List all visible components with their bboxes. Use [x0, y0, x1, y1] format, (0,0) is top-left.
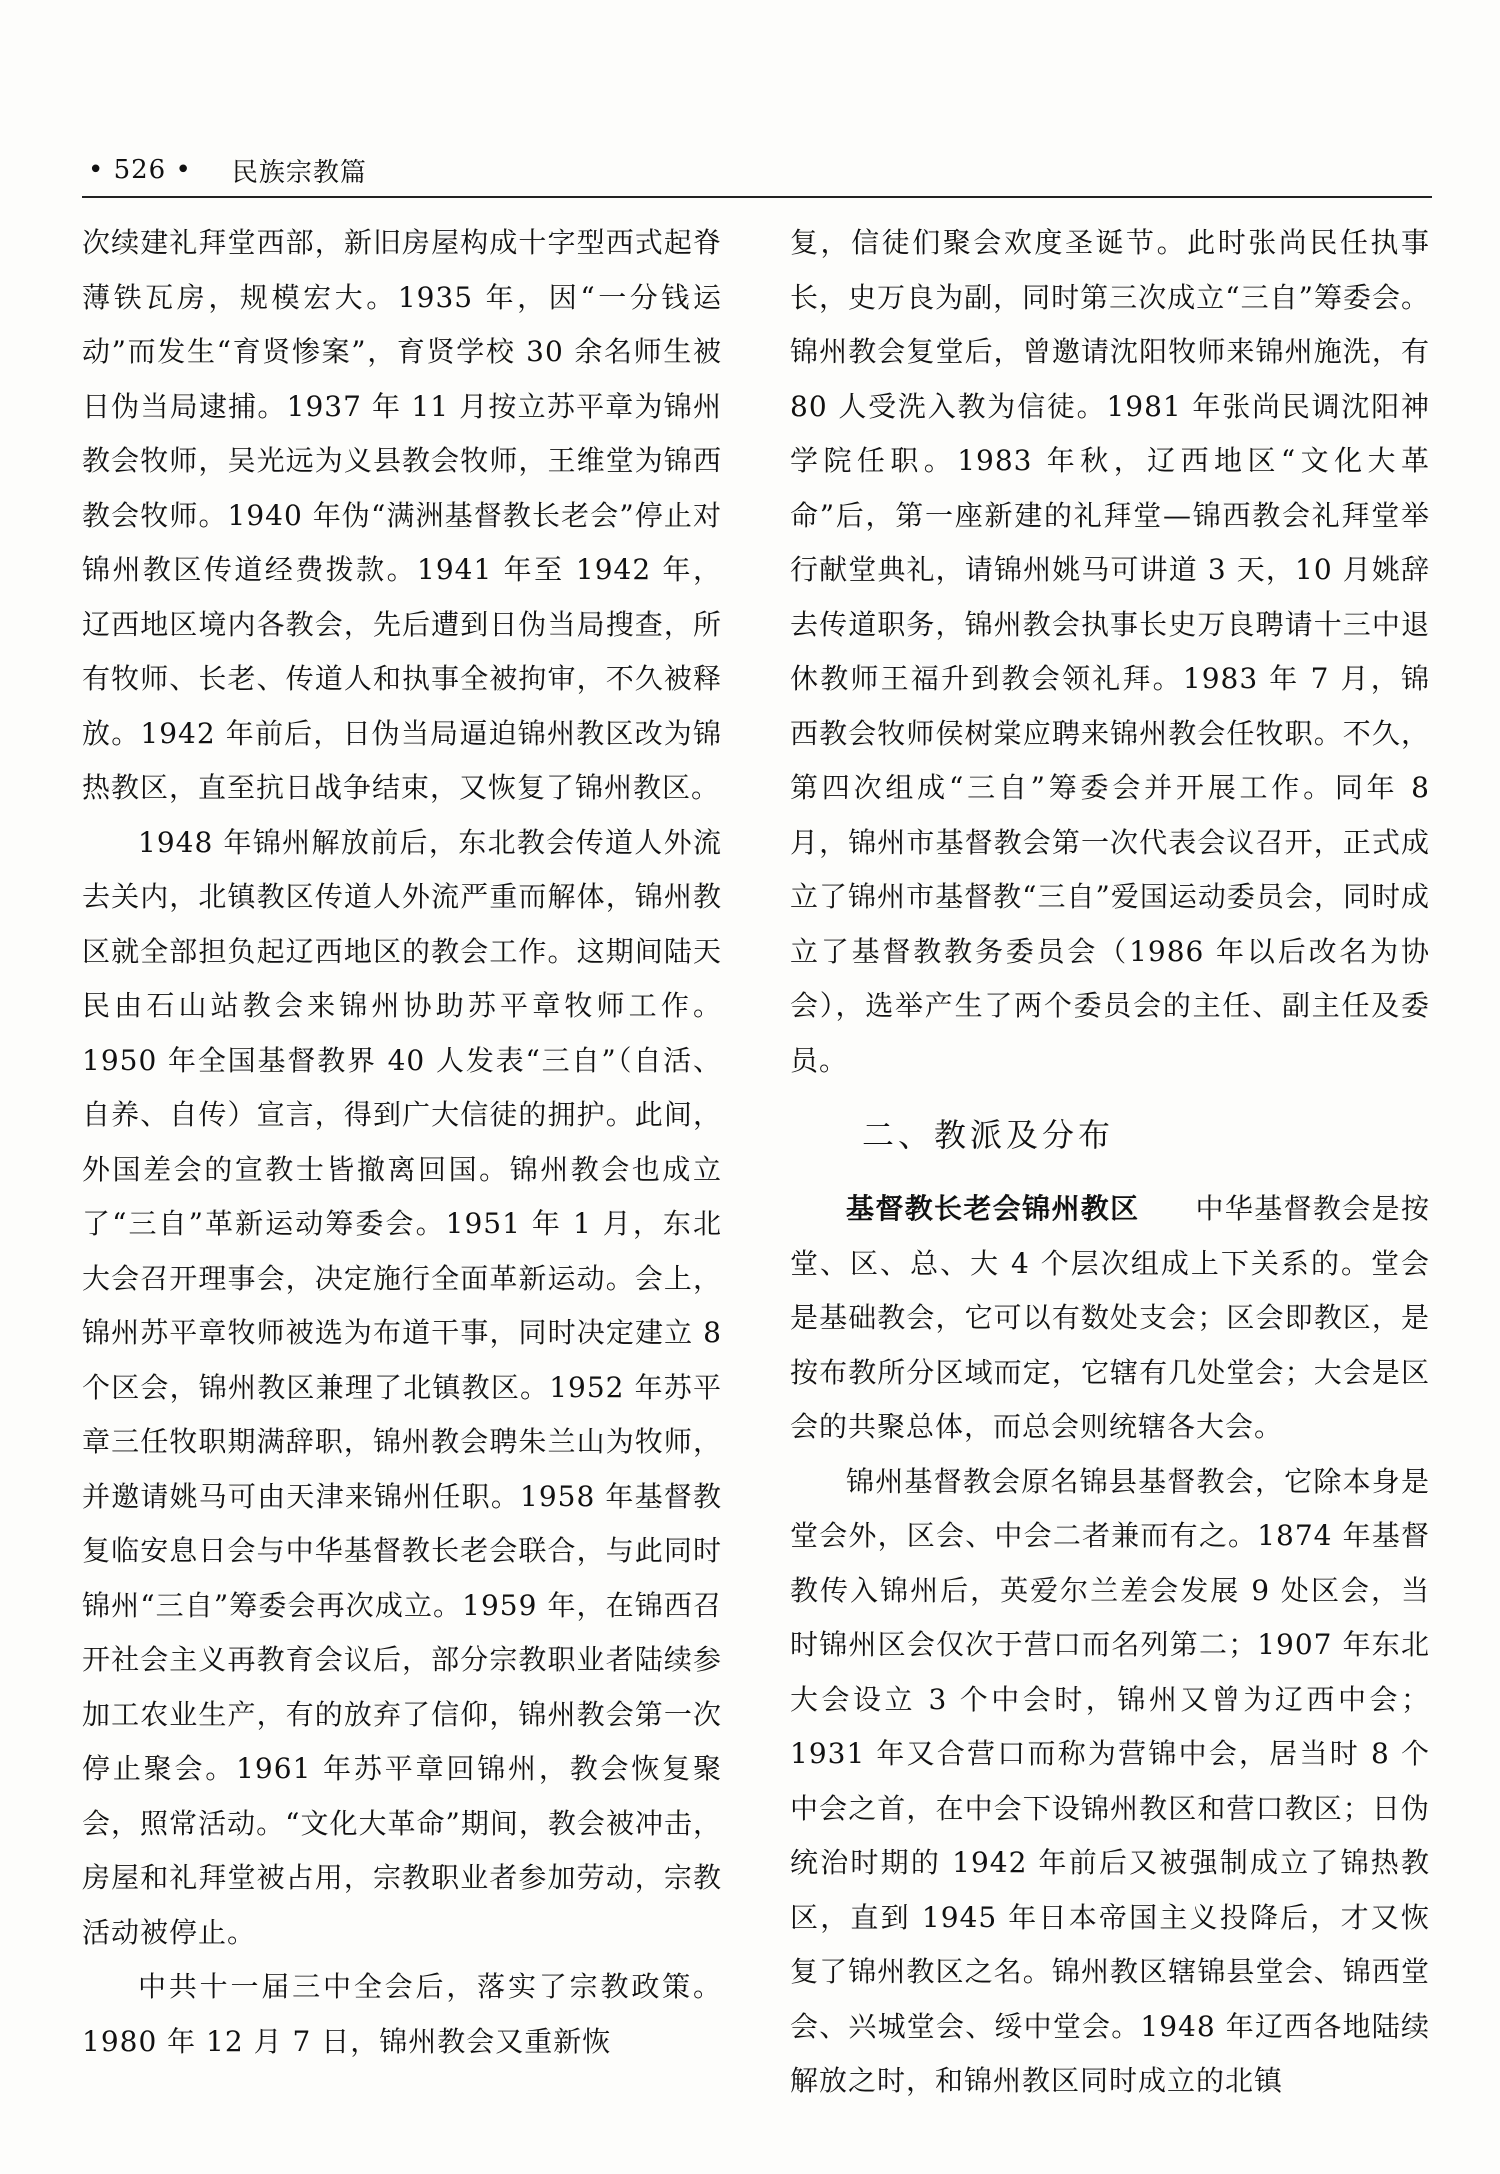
- paragraph-with-run-in-head: [790, 1182, 1430, 1455]
- paragraph: 复，信徒们聚会欢度圣诞节。此时张尚民任执事长，史万良为副，同时第三次成立“三自”筹委会。锦州教会复堂后，曾邀请沈阳牧师来锦州施洗，有 80 人受洗入教为信徒。1981 年张尚民调沈阳神学院任职。1983 年秋，辽西地区“文化大革命”后，第一座新建的礼拜堂—锦西教会礼拜堂举行献堂典礼，请锦州姚马可讲道 3 天，10 月姚辞去传道职务，锦州教会执事长史万良聘请十三中退休教师王福升到教会领礼拜。1983 年 7 月，锦西教会牧师侯树棠应聘来锦州教会任牧职。不久，第四次组成“三自”筹委会并开展工作。同年 8 月，锦州市基督教会第一次代表会议召开，正式成立了锦州市基督教“三自”爱国运动委员会，同时成立了基督教教务委员会（1986 年以后改名为协会），选举产生了两个委员会的主任、副主任及委员。: [790, 226, 1430, 1077]
- paragraph-text: 中华基督教会是按堂、区、总、大 4 个层次组成上下关系的。堂会是基础教会，它可以有数处支会；区会即教区，是按布教所分区域而定，它辖有几处堂会；大会是区会的共聚总体，而总会则统辖各大会。: [790, 1192, 1430, 1443]
- section-heading: 二、教派及分布: [862, 1116, 1115, 1154]
- right-column: [790, 216, 1430, 2109]
- run-in-heading: 基督教长老会锦州教区: [846, 1192, 1140, 1225]
- page-header: [88, 148, 1428, 192]
- paragraph: 次续建礼拜堂西部，新旧房屋构成十字型西式起脊薄铁瓦房，规模宏大。1935 年，因“一分钱运动”而发生“育贤惨案”，育贤学校 30 余名师生被日伪当局逮捕。1937 年 11 月按立苏平章为锦州教会牧师，吴光远为义县教会牧师，王维堂为锦西教会牧师。1940 年伪“满洲基督教长老会”停止对锦州教区传道经费拨款。1941 年至 1942 年，辽西地区境内各教会，先后遭到日伪当局搜查，所有牧师、长老、传道人和执事全被拘审，不久被释放。1942 年前后，日伪当局逼迫锦州教区改为锦热教区，直至抗日战争结束，又恢复了锦州教区。: [82, 226, 722, 804]
- paragraph: 中共十一届三中全会后，落实了宗教政策。1980 年 12 月 7 日，锦州教会又重新恢: [82, 1970, 722, 2058]
- paragraph: 锦州基督教会原名锦县基督教会，它除本身是堂会外，区会、中会二者兼而有之。1874 年基督教传入锦州后，英爱尔兰差会发展 9 处区会，当时锦州区会仅次于营口而名列第二；1907 年东北大会设立 3 个中会时，锦州又曾为辽西中会；1931 年又合营口而称为营锦中会，居当时 8 个中会之首，在中会下设锦州教区和营口教区；日伪统治时期的 1942 年前后又被强制成立了锦热教区，直到 1945 年日本帝国主义投降后，才又恢复了锦州教区之名。锦州教区辖锦县堂会、锦西堂会、兴城堂会、绥中堂会。1948 年辽西各地陆续解放之时，和锦州教区同时成立的北镇: [790, 1464, 1430, 2097]
- page-number: • 526 •: [88, 155, 192, 185]
- section-title: 民族宗教篇: [231, 157, 367, 188]
- paragraph: 1948 年锦州解放前后，东北教会传道人外流去关内，北镇教区传道人外流严重而解体，锦州教区就全部担负起辽西地区的教会工作。这期间陆天民由石山站教会来锦州协助苏平章牧师工作。1950 年全国基督教界 40 人发表“三自”（自活、自养、自传）宣言，得到广大信徒的拥护。此间，外国差会的宣教士皆撤离回国。锦州教会也成立了“三自”革新运动筹委会。1951 年 1 月，东北大会召开理事会，决定施行全面革新运动。会上，锦州苏平章牧师被选为布道干事，同时决定建立 8 个区会，锦州教区兼理了北镇教区。1952 年苏平章三任牧职期满辞职，锦州教会聘朱兰山为牧师，并邀请姚马可由天津来锦州任职。1958 年基督教复临安息日会与中华基督教长老会联合，与此同时锦州“三自”筹委会再次成立。1959 年，在锦西召开社会主义再教育会议后，部分宗教职业者陆续参加工农业生产，有的放弃了信仰，锦州教会第一次停止聚会。1961 年苏平章回锦州，教会恢复聚会，照常活动。“文化大革命”期间，教会被冲击，房屋和礼拜堂被占用，宗教职业者参加劳动，宗教活动被停止。: [82, 825, 722, 1949]
- header-rule: [82, 196, 1432, 198]
- left-column: [82, 216, 722, 2069]
